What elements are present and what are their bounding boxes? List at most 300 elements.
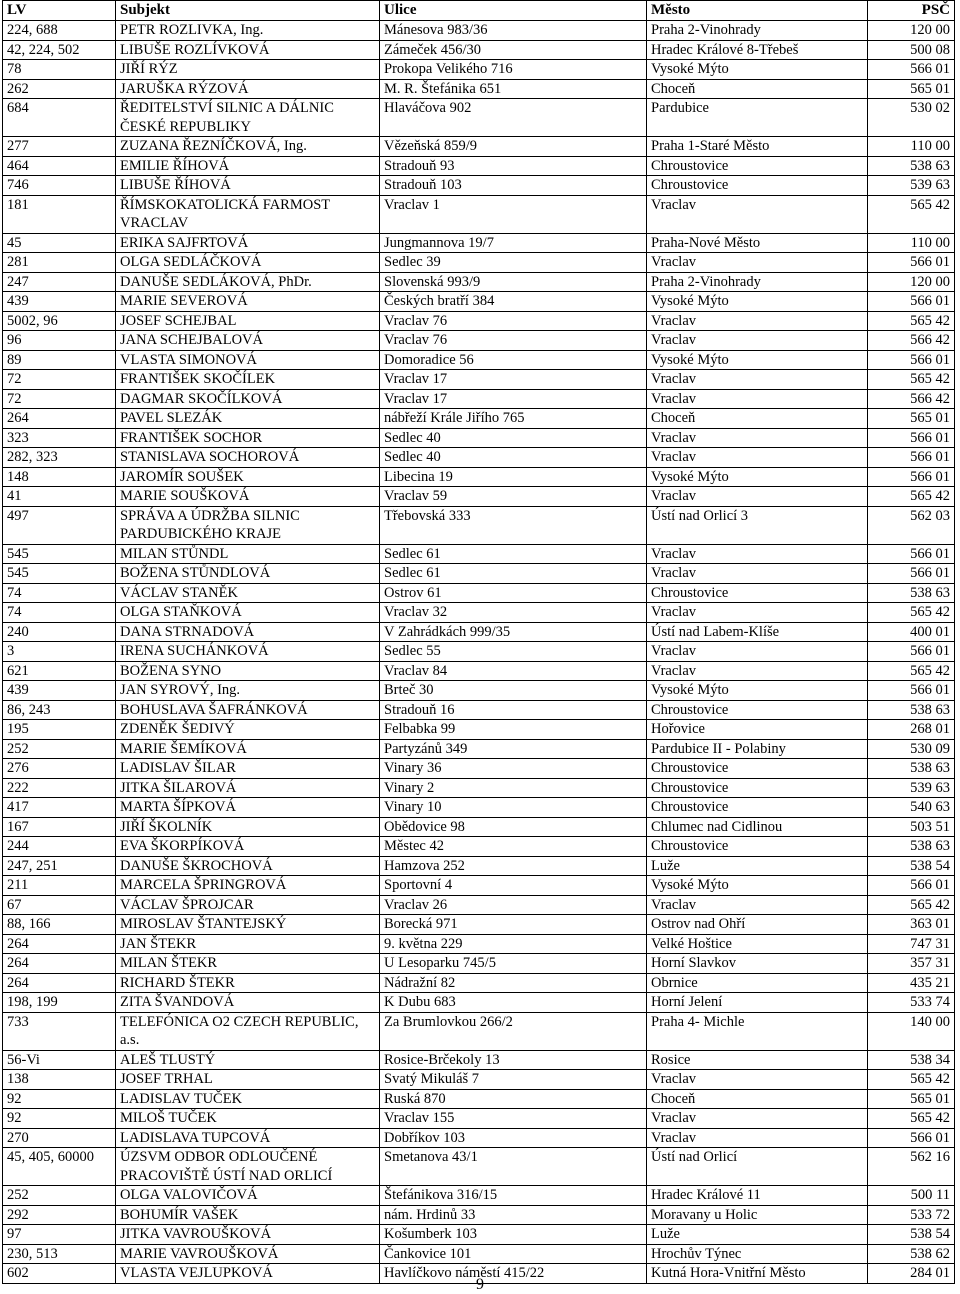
table-row <box>3 642 955 662</box>
table-row <box>3 661 955 681</box>
table-row <box>3 311 955 331</box>
cell-lv: 264 <box>3 934 116 954</box>
cell-lv: 684 <box>3 99 116 137</box>
cell-lv: 72 <box>3 370 116 390</box>
cell-ulice: Stradouň 16 <box>380 700 647 720</box>
cell-subjekt: JOSEF SCHEJBAL <box>116 311 380 331</box>
cell-ulice: Slovenská 993/9 <box>380 272 647 292</box>
cell-subjekt: ÚZSVM ODBOR ODLOUČENÉ PRACOVIŠTĚ ÚSTÍ NAD ORLICÍ <box>116 1148 380 1186</box>
cell-psc: 538 54 <box>868 1225 955 1245</box>
table-row <box>3 350 955 370</box>
cell-lv: 252 <box>3 1186 116 1206</box>
cell-mesto: Obrnice <box>647 973 868 993</box>
table-row <box>3 837 955 857</box>
owners-table <box>2 0 955 1284</box>
table-row <box>3 1148 955 1186</box>
cell-ulice: Třebovská 333 <box>380 506 647 544</box>
cell-subjekt: ZUZANA ŘEZNÍČKOVÁ, Ing. <box>116 137 380 157</box>
table-row <box>3 583 955 603</box>
table-row <box>3 1109 955 1129</box>
cell-lv: 247 <box>3 272 116 292</box>
cell-lv: 277 <box>3 137 116 157</box>
cell-lv: 621 <box>3 661 116 681</box>
cell-mesto: Vraclav <box>647 544 868 564</box>
cell-lv: 89 <box>3 350 116 370</box>
table-row <box>3 253 955 273</box>
cell-ulice: Stradouň 93 <box>380 156 647 176</box>
cell-mesto: Vraclav <box>647 642 868 662</box>
cell-subjekt: PETR ROZLIVKA, Ing. <box>116 21 380 41</box>
cell-lv: 323 <box>3 428 116 448</box>
cell-subjekt: RICHARD ŠTEKR <box>116 973 380 993</box>
table-row <box>3 895 955 915</box>
cell-subjekt: JITKA VAVROUŠKOVÁ <box>116 1225 380 1245</box>
cell-psc: 565 01 <box>868 1089 955 1109</box>
cell-mesto: Hrochův Týnec <box>647 1244 868 1264</box>
table-row <box>3 681 955 701</box>
cell-subjekt: BOHUSLAVA ŠAFRÁNKOVÁ <box>116 700 380 720</box>
cell-ulice: Nádražní 82 <box>380 973 647 993</box>
cell-lv: 439 <box>3 681 116 701</box>
cell-ulice: Sedlec 40 <box>380 428 647 448</box>
cell-lv: 195 <box>3 720 116 740</box>
cell-subjekt: LIBUŠE ŘÍHOVÁ <box>116 176 380 196</box>
cell-lv: 264 <box>3 409 116 429</box>
cell-ulice: K Dubu 683 <box>380 993 647 1013</box>
cell-lv: 92 <box>3 1109 116 1129</box>
cell-mesto: Vraclav <box>647 389 868 409</box>
cell-mesto: Vysoké Mýto <box>647 350 868 370</box>
cell-psc: 565 42 <box>868 895 955 915</box>
cell-ulice: Vězeňská 859/9 <box>380 137 647 157</box>
cell-lv: 247, 251 <box>3 856 116 876</box>
table-row <box>3 817 955 837</box>
cell-psc: 435 21 <box>868 973 955 993</box>
cell-psc: 357 31 <box>868 954 955 974</box>
cell-psc: 533 74 <box>868 993 955 1013</box>
cell-psc: 268 01 <box>868 720 955 740</box>
cell-mesto: Vraclav <box>647 603 868 623</box>
table-row <box>3 739 955 759</box>
cell-lv: 417 <box>3 798 116 818</box>
cell-ulice: Borecká 971 <box>380 915 647 935</box>
table-row <box>3 1070 955 1090</box>
cell-lv: 86, 243 <box>3 700 116 720</box>
table-row <box>3 1225 955 1245</box>
cell-ulice: Čankovice 101 <box>380 1244 647 1264</box>
cell-lv: 92 <box>3 1089 116 1109</box>
cell-psc: 565 01 <box>868 79 955 99</box>
cell-mesto: Praha 2-Vinohrady <box>647 272 868 292</box>
cell-psc: 538 63 <box>868 700 955 720</box>
cell-mesto: Ústí nad Orlicí 3 <box>647 506 868 544</box>
cell-lv: 497 <box>3 506 116 544</box>
cell-psc: 565 42 <box>868 661 955 681</box>
cell-subjekt: STANISLAVA SOCHOROVÁ <box>116 448 380 468</box>
cell-psc: 566 01 <box>868 467 955 487</box>
cell-subjekt: MILAN STŮNDL <box>116 544 380 564</box>
cell-psc: 538 34 <box>868 1050 955 1070</box>
table-row <box>3 176 955 196</box>
cell-lv: 240 <box>3 622 116 642</box>
cell-psc: 566 01 <box>868 681 955 701</box>
cell-lv: 198, 199 <box>3 993 116 1013</box>
cell-psc: 538 63 <box>868 583 955 603</box>
header-lv: LV <box>3 1 116 21</box>
cell-mesto: Chlumec nad Cidlinou <box>647 817 868 837</box>
cell-psc: 110 00 <box>868 233 955 253</box>
cell-ulice: Rosice-Brčekoly 13 <box>380 1050 647 1070</box>
cell-lv: 96 <box>3 331 116 351</box>
cell-psc: 747 31 <box>868 934 955 954</box>
cell-ulice: V Zahrádkách 999/35 <box>380 622 647 642</box>
cell-psc: 565 42 <box>868 370 955 390</box>
cell-mesto: Chroustovice <box>647 156 868 176</box>
table-row <box>3 934 955 954</box>
cell-mesto: Vraclav <box>647 661 868 681</box>
cell-subjekt: DANUŠE ŠKROCHOVÁ <box>116 856 380 876</box>
table-row <box>3 21 955 41</box>
cell-lv: 545 <box>3 564 116 584</box>
cell-mesto: Chroustovice <box>647 583 868 603</box>
cell-subjekt: ZDENĚK ŠEDIVÝ <box>116 720 380 740</box>
table-row <box>3 1012 955 1050</box>
page-number: 9 <box>476 1276 484 1293</box>
table-row <box>3 759 955 779</box>
cell-lv: 148 <box>3 467 116 487</box>
table-row <box>3 1244 955 1264</box>
cell-mesto: Luže <box>647 1225 868 1245</box>
cell-psc: 565 42 <box>868 311 955 331</box>
cell-mesto: Horní Slavkov <box>647 954 868 974</box>
cell-mesto: Pardubice II - Polabiny <box>647 739 868 759</box>
cell-ulice: Vinary 36 <box>380 759 647 779</box>
table-row <box>3 60 955 80</box>
cell-ulice: Havlíčkovo náměstí 415/22 <box>380 1264 647 1284</box>
table-row <box>3 993 955 1013</box>
cell-mesto: Vysoké Mýto <box>647 467 868 487</box>
cell-subjekt: LADISLAV ŠILAR <box>116 759 380 779</box>
cell-lv: 74 <box>3 583 116 603</box>
table-row <box>3 292 955 312</box>
cell-lv: 282, 323 <box>3 448 116 468</box>
table-row <box>3 1128 955 1148</box>
cell-mesto: Vraclav <box>647 895 868 915</box>
cell-psc: 120 00 <box>868 272 955 292</box>
cell-mesto: Vraclav <box>647 1128 868 1148</box>
cell-ulice: 9. května 229 <box>380 934 647 954</box>
cell-lv: 262 <box>3 79 116 99</box>
cell-psc: 562 16 <box>868 1148 955 1186</box>
cell-subjekt: JITKA ŠILAROVÁ <box>116 778 380 798</box>
cell-mesto: Hořovice <box>647 720 868 740</box>
cell-subjekt: LADISLAV TUČEK <box>116 1089 380 1109</box>
cell-mesto: Vraclav <box>647 448 868 468</box>
table-row <box>3 331 955 351</box>
cell-mesto: Vraclav <box>647 1070 868 1090</box>
cell-lv: 276 <box>3 759 116 779</box>
cell-mesto: Ústí nad Orlicí <box>647 1148 868 1186</box>
table-row <box>3 99 955 137</box>
cell-lv: 67 <box>3 895 116 915</box>
cell-ulice: Sedlec 61 <box>380 544 647 564</box>
cell-ulice: Ostrov 61 <box>380 583 647 603</box>
cell-mesto: Vysoké Mýto <box>647 876 868 896</box>
cell-ulice: U Lesoparku 745/5 <box>380 954 647 974</box>
cell-psc: 566 01 <box>868 564 955 584</box>
cell-ulice: Městec 42 <box>380 837 647 857</box>
table-row <box>3 798 955 818</box>
table-row <box>3 603 955 623</box>
table-row <box>3 409 955 429</box>
cell-ulice: Smetanova 43/1 <box>380 1148 647 1186</box>
cell-subjekt: MARCELA ŠPRINGROVÁ <box>116 876 380 896</box>
table-row <box>3 272 955 292</box>
cell-psc: 363 01 <box>868 915 955 935</box>
cell-ulice: Sedlec 40 <box>380 448 647 468</box>
cell-ulice: Felbabka 99 <box>380 720 647 740</box>
cell-subjekt: VLASTA VEJLUPKOVÁ <box>116 1264 380 1284</box>
cell-subjekt: VLASTA SIMONOVÁ <box>116 350 380 370</box>
cell-ulice: Svatý Mikuláš 7 <box>380 1070 647 1090</box>
cell-lv: 464 <box>3 156 116 176</box>
header-psc: PSČ <box>868 1 955 21</box>
cell-ulice: Jungmannova 19/7 <box>380 233 647 253</box>
cell-psc: 566 42 <box>868 331 955 351</box>
cell-lv: 222 <box>3 778 116 798</box>
cell-mesto: Choceň <box>647 79 868 99</box>
cell-ulice: Partyzánů 349 <box>380 739 647 759</box>
table-row <box>3 40 955 60</box>
cell-subjekt: SPRÁVA A ÚDRŽBA SILNIC PARDUBICKÉHO KRAJE <box>116 506 380 544</box>
cell-ulice: Vraclav 155 <box>380 1109 647 1129</box>
cell-psc: 566 01 <box>868 350 955 370</box>
cell-ulice: Vraclav 1 <box>380 195 647 233</box>
table-row <box>3 876 955 896</box>
cell-ulice: Vraclav 76 <box>380 311 647 331</box>
cell-subjekt: JIŘÍ RÝZ <box>116 60 380 80</box>
header-ulice: Ulice <box>380 1 647 21</box>
cell-lv: 78 <box>3 60 116 80</box>
header-subjekt: Subjekt <box>116 1 380 21</box>
cell-subjekt: BOŽENA STŮNDLOVÁ <box>116 564 380 584</box>
cell-ulice: Sedlec 39 <box>380 253 647 273</box>
cell-mesto: Kutná Hora-Vnitřní Město <box>647 1264 868 1284</box>
cell-ulice: Brteč 30 <box>380 681 647 701</box>
cell-lv: 45 <box>3 233 116 253</box>
cell-subjekt: FRANTIŠEK SOCHOR <box>116 428 380 448</box>
cell-ulice: Sedlec 55 <box>380 642 647 662</box>
cell-lv: 244 <box>3 837 116 857</box>
cell-subjekt: OLGA VALOVIČOVÁ <box>116 1186 380 1206</box>
table-row <box>3 448 955 468</box>
table-row <box>3 1205 955 1225</box>
cell-lv: 167 <box>3 817 116 837</box>
table-row <box>3 544 955 564</box>
table-row <box>3 79 955 99</box>
cell-mesto: Chroustovice <box>647 176 868 196</box>
cell-psc: 565 42 <box>868 1109 955 1129</box>
cell-ulice: Vraclav 84 <box>380 661 647 681</box>
cell-lv: 42, 224, 502 <box>3 40 116 60</box>
cell-ulice: M. R. Štefánika 651 <box>380 79 647 99</box>
cell-subjekt: VÁCLAV ŠPROJCAR <box>116 895 380 915</box>
cell-mesto: Praha 2-Vinohrady <box>647 21 868 41</box>
cell-subjekt: FRANTIŠEK SKOČÍLEK <box>116 370 380 390</box>
cell-subjekt: JOSEF TRHAL <box>116 1070 380 1090</box>
cell-subjekt: DAGMAR SKOČÍLKOVÁ <box>116 389 380 409</box>
cell-subjekt: OLGA STAŇKOVÁ <box>116 603 380 623</box>
cell-psc: 500 08 <box>868 40 955 60</box>
cell-psc: 110 00 <box>868 137 955 157</box>
cell-subjekt: TELEFÓNICA O2 CZECH REPUBLIC, a.s. <box>116 1012 380 1050</box>
cell-lv: 138 <box>3 1070 116 1090</box>
cell-psc: 538 63 <box>868 759 955 779</box>
cell-mesto: Moravany u Holic <box>647 1205 868 1225</box>
cell-ulice: nám. Hrdinů 33 <box>380 1205 647 1225</box>
table-row <box>3 195 955 233</box>
header-mesto: Město <box>647 1 868 21</box>
cell-mesto: Vraclav <box>647 195 868 233</box>
cell-ulice: Vraclav 32 <box>380 603 647 623</box>
cell-ulice: Prokopa Velikého 716 <box>380 60 647 80</box>
cell-psc: 565 01 <box>868 409 955 429</box>
cell-subjekt: BOHUMÍR VAŠEK <box>116 1205 380 1225</box>
cell-ulice: Košumberk 103 <box>380 1225 647 1245</box>
cell-ulice: Vraclav 76 <box>380 331 647 351</box>
cell-subjekt: ALEŠ TLUSTÝ <box>116 1050 380 1070</box>
cell-subjekt: PAVEL SLEZÁK <box>116 409 380 429</box>
cell-mesto: Ostrov nad Ohří <box>647 915 868 935</box>
cell-mesto: Horní Jelení <box>647 993 868 1013</box>
cell-subjekt: JAN ŠTEKR <box>116 934 380 954</box>
cell-subjekt: DANA STRNADOVÁ <box>116 622 380 642</box>
cell-psc: 400 01 <box>868 622 955 642</box>
table-row <box>3 778 955 798</box>
cell-mesto: Choceň <box>647 1089 868 1109</box>
cell-lv: 545 <box>3 544 116 564</box>
cell-subjekt: OLGA SEDLÁČKOVÁ <box>116 253 380 273</box>
cell-psc: 284 01 <box>868 1264 955 1284</box>
cell-psc: 120 00 <box>868 21 955 41</box>
cell-lv: 292 <box>3 1205 116 1225</box>
cell-psc: 540 63 <box>868 798 955 818</box>
cell-subjekt: VÁCLAV STANĚK <box>116 583 380 603</box>
cell-subjekt: EMILIE ŘÍHOVÁ <box>116 156 380 176</box>
table-row <box>3 233 955 253</box>
cell-psc: 566 01 <box>868 60 955 80</box>
table-row <box>3 1050 955 1070</box>
cell-ulice: Štefánikova 316/15 <box>380 1186 647 1206</box>
cell-psc: 565 42 <box>868 603 955 623</box>
cell-psc: 566 01 <box>868 292 955 312</box>
cell-lv: 264 <box>3 973 116 993</box>
cell-lv: 5002, 96 <box>3 311 116 331</box>
table-row <box>3 915 955 935</box>
cell-lv: 746 <box>3 176 116 196</box>
table-row <box>3 700 955 720</box>
cell-mesto: Chroustovice <box>647 778 868 798</box>
table-row <box>3 137 955 157</box>
cell-psc: 566 01 <box>868 876 955 896</box>
cell-subjekt: JARUŠKA RÝZOVÁ <box>116 79 380 99</box>
cell-psc: 538 63 <box>868 837 955 857</box>
cell-mesto: Ústí nad Labem-Klíše <box>647 622 868 642</box>
cell-psc: 566 01 <box>868 544 955 564</box>
table-row <box>3 954 955 974</box>
cell-mesto: Vysoké Mýto <box>647 681 868 701</box>
cell-lv: 281 <box>3 253 116 273</box>
cell-psc: 533 72 <box>868 1205 955 1225</box>
cell-lv: 97 <box>3 1225 116 1245</box>
cell-psc: 565 42 <box>868 1070 955 1090</box>
cell-subjekt: ŘEDITELSTVÍ SILNIC A DÁLNIC ČESKÉ REPUBLIKY <box>116 99 380 137</box>
cell-psc: 538 63 <box>868 156 955 176</box>
table-row <box>3 370 955 390</box>
cell-psc: 140 00 <box>868 1012 955 1050</box>
cell-psc: 565 42 <box>868 195 955 233</box>
cell-ulice: Dobříkov 103 <box>380 1128 647 1148</box>
cell-lv: 211 <box>3 876 116 896</box>
cell-psc: 500 11 <box>868 1186 955 1206</box>
cell-ulice: Za Brumlovkou 266/2 <box>380 1012 647 1050</box>
cell-ulice: Hlaváčova 902 <box>380 99 647 137</box>
cell-psc: 539 63 <box>868 778 955 798</box>
cell-mesto: Chroustovice <box>647 837 868 857</box>
cell-psc: 538 62 <box>868 1244 955 1264</box>
cell-subjekt: MARIE VAVROUŠKOVÁ <box>116 1244 380 1264</box>
cell-lv: 88, 166 <box>3 915 116 935</box>
cell-psc: 566 42 <box>868 389 955 409</box>
cell-mesto: Vraclav <box>647 564 868 584</box>
cell-subjekt: ZITA ŠVANDOVÁ <box>116 993 380 1013</box>
cell-mesto: Chroustovice <box>647 798 868 818</box>
cell-ulice: Stradouň 103 <box>380 176 647 196</box>
cell-mesto: Vysoké Mýto <box>647 292 868 312</box>
cell-psc: 539 63 <box>868 176 955 196</box>
cell-ulice: Hamzova 252 <box>380 856 647 876</box>
table-row <box>3 156 955 176</box>
cell-mesto: Luže <box>647 856 868 876</box>
cell-subjekt: LADISLAVA TUPCOVÁ <box>116 1128 380 1148</box>
table-row <box>3 973 955 993</box>
cell-mesto: Velké Hoštice <box>647 934 868 954</box>
cell-mesto: Chroustovice <box>647 759 868 779</box>
cell-ulice: Domoradice 56 <box>380 350 647 370</box>
cell-ulice: Sedlec 61 <box>380 564 647 584</box>
cell-psc: 538 54 <box>868 856 955 876</box>
cell-subjekt: MILAN ŠTEKR <box>116 954 380 974</box>
cell-lv: 264 <box>3 954 116 974</box>
cell-subjekt: ERIKA SAJFRTOVÁ <box>116 233 380 253</box>
cell-mesto: Vysoké Mýto <box>647 60 868 80</box>
cell-ulice: Vraclav 26 <box>380 895 647 915</box>
cell-psc: 566 01 <box>868 642 955 662</box>
cell-mesto: Vraclav <box>647 428 868 448</box>
cell-mesto: Vraclav <box>647 311 868 331</box>
cell-lv: 230, 513 <box>3 1244 116 1264</box>
cell-ulice: Vraclav 17 <box>380 370 647 390</box>
cell-ulice: Zámeček 456/30 <box>380 40 647 60</box>
cell-psc: 565 42 <box>868 487 955 507</box>
cell-subjekt: MARIE SEVEROVÁ <box>116 292 380 312</box>
cell-subjekt: EVA ŠKORPÍKOVÁ <box>116 837 380 857</box>
table-row <box>3 564 955 584</box>
cell-mesto: Praha-Nové Město <box>647 233 868 253</box>
cell-subjekt: ŘÍMSKOKATOLICKÁ FARMOST VRACLAV <box>116 195 380 233</box>
table-row <box>3 467 955 487</box>
cell-subjekt: JAROMÍR SOUŠEK <box>116 467 380 487</box>
